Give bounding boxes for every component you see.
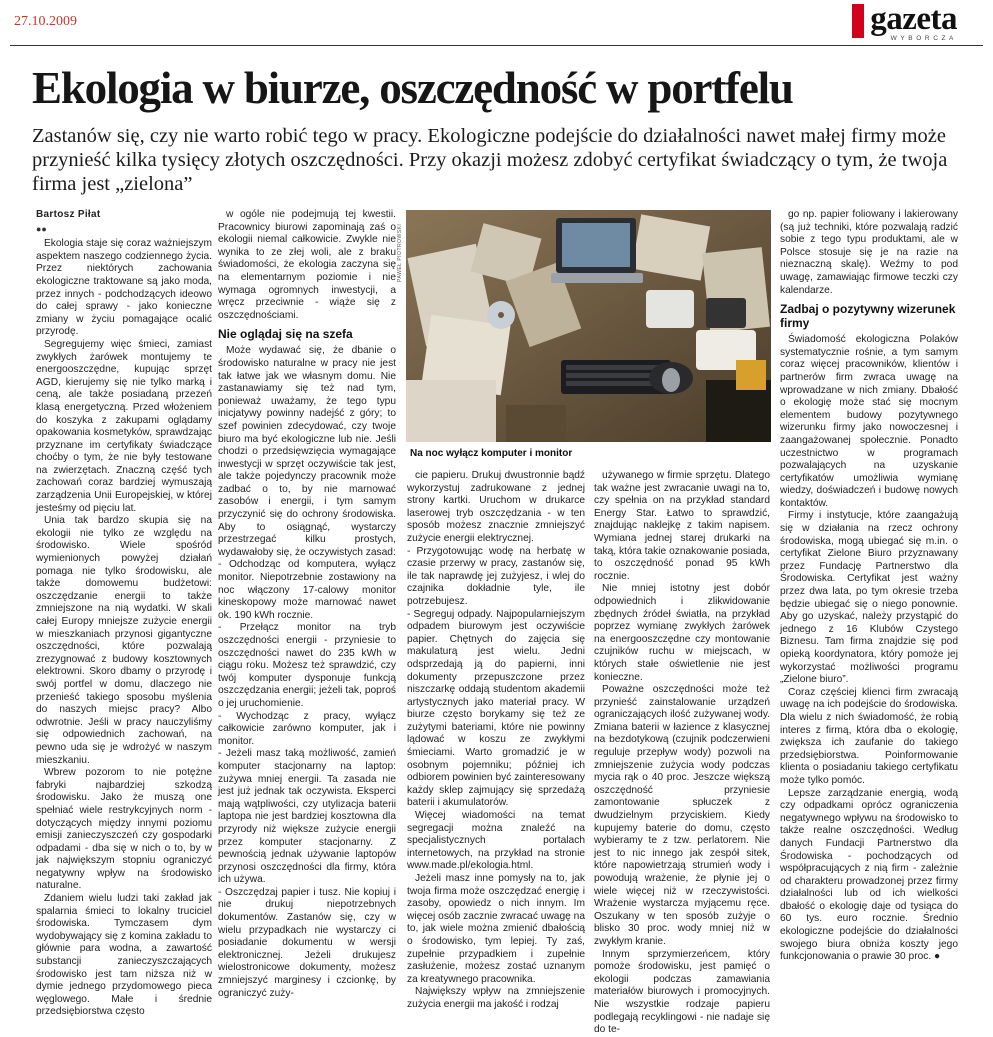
paragraph: - Jeżeli masz taką możliwość, zamień komputer stacjonarny na laptop: zużywa mniej energii. Ta zasada nie jest już jednak tak oczywista. Eksperci mają wątpliwości, czy utylizacja baterii laptopa nie jest bardziej kosztowna dla przyrody niż większe zużycie energii przez komputer stacjonarny. Z pewnością jednak używanie laptopów przynosi oszczędności dla firmy, która ich używa.	[218, 748, 396, 886]
column-2	[218, 209, 396, 1021]
paragraph: Nie mniej istotny jest dobór odpowiednich i zlikwidowanie zbędnych źródeł światła, na przykład poprzez wymianę zwykłych żarówek na energooszczędne czy montowanie czujników ruchu w miejscach, w których stałe oświetlenie nie jest konieczne.	[594, 583, 770, 683]
paragraph: używanego w firmie sprzętu. Dlatego tak ważne jest zwracanie uwagi na to, czy spełnia on na przykład standard Energy Star. Łatwo to sprawdzić, znajdując naklejkę z takim napisem. Wymiana jednej starej drukarki na taką, która takie oznakowanie posiada, to oszczędność ponad 95 kWh rocznie.	[594, 470, 770, 582]
date-label: 27.10.2009	[14, 14, 77, 29]
column-4	[594, 470, 770, 1036]
paragraph: Coraz częściej klienci firm zwracają uwagę na ich podejście do środowiska. Dla wielu z nich świadomość, że robią interes z firmą, która dba o ekologię, zwiększa ich zaufanie do takiego przedsiębiorstwa. Poinformowanie klienta o posiadaniu takiego certyfikatu może tylko pomóc.	[780, 686, 958, 786]
paragraph: - Odchodząc od komputera, wyłącz monitor. Niepotrzebnie zostawiony na noc włączony 17-calowy monitor kineskopowy może marnować nawet ok. 190 kWh rocznie.	[218, 559, 396, 621]
column-3	[407, 470, 585, 1022]
headline: Ekologia w biurze, oszczędność w portfelu	[32, 63, 793, 113]
paragraph: cie papieru. Drukuj dwustronnie bądź wykorzystuj zadrukowane z jednej strony kartki. Uruchom w drukarce laserowej tryb oszczędzania - w ten sposób możesz znacznie zmniejszyć zużycie energii elektrycznej.	[407, 470, 585, 544]
column-5	[780, 209, 958, 1021]
author-name: Bartosz Piłat	[36, 209, 101, 220]
brand-sub: WYBORCZA	[890, 35, 957, 42]
col2-body	[218, 209, 396, 322]
brand-logo	[852, 1, 957, 42]
paragraph: Firmy i instytucje, które zaangażują się w działania na rzecz ochrony środowiska, mogą ubiegać się m.in. o certyfikat Zielone Biuro przyznawany przez Fundację Partnerstwo dla Środowiska. Certyfikat jest ważny przez dwa lata, po tym okresie trzeba będzie ubiegać się o niego ponownie. Aby go uzyskać, należy przystąpić do jednego z 16 Klubów Czystego Biznesu. Tam firma znajdzie się pod opieką koordynatora, który pomoże jej wykorzystać możliwości programu „Zielone biuro”.	[780, 510, 958, 686]
paragraph: - Wychodząc z pracy, wyłącz całkowicie zarówno komputer, jak i monitor.	[218, 710, 396, 747]
paragraph: - Przygotowując wodę na herbatę w czasie przerwy w pracy, zastanów się, ile tak naprawdę jej zużyjesz, i wlej do czajnika dokładnie tyle, ile potrzebujesz.	[407, 545, 585, 607]
lead-paragraph: Zastanów się, czy nie warto robić tego w pracy. Ekologiczne podejście do działalności nawet małej firmy może przynieść kilka tysięcy złotych oszczędności. Przy okazji możesz zdobyć certyfikat świadczący o tym, że twoja firma jest „zielona”	[32, 125, 948, 195]
photo-credit: PAWEŁ PIOTROWSKI	[397, 223, 403, 282]
col3-body	[407, 470, 585, 1012]
paragraph: - Segreguj odpady. Najpopularniejszym odpadem biurowym jest oczywiście papier. Chętnych do zajęcia się makulaturą jest wielu. Jedni odsprzedają ją do papierni, inni dokumenty przepuszczone przez niszczarkę oddają studentom akademii artystycznych jako materiał pracy. W biurze często borykamy się też ze zużytymi bateriami, które nie powinny lądować w koszu ze zwykłymi śmieciami. Warto gromadzić je w osobnym pojemniku; później ich odbiorem powinien być zainteresowany każdy sklep zajmujący się sprzedażą baterii i akumulatorów.	[407, 608, 585, 809]
paragraph: Segregujemy więc śmieci, zamiast zwykłych żarówek montujemy te energooszczędne, kupując sprzęt AGD, kierujemy się nie tylko marką i ceną, ale także posiadaną przezeń klasą energetyczną. Przed włożeniem do koszyka z zakupami oglądamy opakowania kosmetyków, sprawdzając przyznane im certyfikaty świadczące choćby o tym, że nie były testowane na zwierzętach. Znaczną część tych zachowań coraz bardziej wymuszają zarządzenia Unii Europejskiej, w której jesteśmy od pięciu lat.	[36, 338, 212, 514]
brand-text	[870, 1, 957, 42]
paragraph: Świadomość ekologiczna Polaków systematycznie rośnie, a tym samym coraz więcej pracowników, klientów i partnerów firm zwraca uwagę na wprowadzane w nich zmiany. Dbałość o ekologię może stać się mocnym elementem budowy pozytywnego wizerunku firmy jako nowoczesnej i zaangażowanej społecznie. Ponadto uczestnictwo w programach pozwalających na uzyskanie certyfikatów umożliwia wymianę wiedzy, doświadczeń i budowę nowych kontaktów.	[780, 334, 958, 509]
paragraph: Unia tak bardzo skupia się na ekologii nie tylko ze względu na środowisko. Wiele spośród wymienionych powyżej działań pomaga nie tylko środowisku, ale także domowemu budżetowi: oszczędzanie energii to także zmniejszone na nią wydatki. W skali całej Europy mniejsze zużycie energii w mieszkaniach przynosi gigantyczne oszczędności, które pozwalają zrezygnować z budowy kosztownych elektrowni. Skoro dbamy o przyrodę i swój portfel w domu, dlaczego nie przenieść takiego sposobu myślenia do naszych miejsc pracy? Albo odwrotnie. Jeśli w pracy nauczyliśmy się odpowiednich zachowań, na pewno uda się je wdrożyć w naszym mieszkaniu.	[36, 515, 212, 766]
paragraph: Ekologia staje się coraz ważniejszym aspektem naszego codziennego życia. Przez niektórych zachowania ekologiczne traktowane są jako moda, przez innych - podchodzących ideowo do całej sprawy - jako konieczne zmiany w życiu pomagające ocalić przyrodę.	[36, 238, 212, 338]
paragraph: Wbrew pozorom to nie potężne fabryki najbardziej szkodzą środowisku. Jako że muszą one spełniać wiele restrykcyjnych norm - dotyczących między innymi poziomu emisji zanieczyszczeń czy gospodarki odpadami - dba się w nich o to, by w jak największym stopniu ograniczyć negatywny wpływ na środowisko naturalne.	[36, 767, 212, 892]
col4-body	[594, 470, 770, 1037]
paragraph: - Przełącz monitor na tryb oszczędności energii - przyniesie to oszczędności nawet do 235 kWh w ciągu roku. Możesz też sprawdzić, czy twój komputer dysponuje funkcją oszczędzania energii; jeżeli tak, poproś o jej uruchomienie.	[218, 622, 396, 709]
top-rule	[10, 45, 983, 46]
paragraph: Jeżeli masz inne pomysły na to, jak twoja firma może oszczędzać energię i zasoby, opowiedz o nich innym. Im więcej osób zacznie zwracać uwagę na to, jak wiele można zmienić dbałością o środowisko, tym lepiej. Ty zaś, zupełnie przypadkiem i zupełnie zasłużenie, możesz zostać uznanym za kreatywnego pracownika.	[407, 873, 585, 985]
col5b-body	[780, 334, 958, 964]
col2b-body	[218, 345, 396, 1000]
author-mark: ●●	[36, 223, 47, 234]
paragraph: Lepsze zarządzanie energią, wodą czy odpadkami oprócz ograniczenia negatywnego wpływu na środowisko to także realne oszczędności. Według danych Fundacji Partnerstwo dla Środowiska - pochodzących od współpracujących z nią firm - zależnie od charakteru prowadzonej przez firmy działalności lub od ich wielkości dbałość o ekologię daje od tysiąca do 60 tys. euro rocznie. Średnio ekologiczne podejście do działalności swojego biura obniża koszty jego funkcjonowania o prawie 30 proc. ●	[780, 787, 958, 963]
brand-red-bar	[852, 4, 864, 38]
paragraph: Największy wpływ na zmniejszenie zużycia energii ma jakość i rodzaj	[407, 986, 585, 1010]
paragraph: Więcej wiadomości na temat segregacji można znaleźć na specjalistycznych portalach internetowych, na przykład na stronie www.made.pl/ekologia.html.	[407, 810, 585, 872]
paragraph: Może wydawać się, że dbanie o środowisko naturalne w pracy nie jest tak łatwe jak we własnym domu. Nie zastanawiamy się też nad tym, ponieważ uważamy, że tego typu inicjatywy powinny nadejść z góry; to szef powinien zdecydować, czy twoje biuro ma być ekologiczne lub nie. Jeśli chodzi o przedsięwzięcia wymagające inwestycji w sprzęt oczywiście tak jest, ale także pojedynczy pracownik może zadbać o to, by nie marnować zasobów i energii, i tym samym przyczynić się do ochrony środowiska. Aby to osiągnąć, wystarczy przestrzegać kilku prostych, wydawałoby się, że oczywistych zasad:	[218, 345, 396, 558]
paragraph: w ogóle nie podejmują tej kwestii. Pracownicy biurowi zapominają zaś o ekologii niemal całkowicie. Zwykle nie wynika to ze złej woli, ale z braku świadomości, że ekologia zaczyna się na elementarnym poziomie i nie wymaga ogromnych inwestycji, a wręcz przeciwnie - wiąże się z oszczędnościami.	[218, 209, 396, 321]
col1-body	[36, 238, 212, 1019]
office-desk-photo	[406, 210, 771, 442]
paragraph: - Oszczędzaj papier i tusz. Nie kopiuj i nie drukuj niepotrzebnych dokumentów. Zastanów się, czy w wielu przypadkach nie wystarczy ci posiadanie dokumentu w wersji elektronicznej. Jeżeli drukujesz wielostronicowe dokumenty, możesz zmniejszyć marginesy i czcionkę, by ograniczyć zuży-	[218, 886, 396, 999]
brand-name: gazeta	[870, 1, 957, 37]
desk-illustration	[406, 210, 771, 442]
paragraph: Innym sprzymierzeńcem, który pomoże środowisku, jest pamięć o ekologii podczas zamawiania materiałów biurowych i promocyjnych. Nie wszystkie rodzaje papieru podlegają recyklingowi - nie nadaje się do te-	[594, 948, 770, 1036]
paragraph: Poważne oszczędności może też przynieść zainstalowanie urządzeń ograniczających ilość zużywanej wody. Zmiana baterii w łazience z klasycznej na bezdotykową (czujnik podczerwieni reguluje przepływ wody) pozwoli na zmniejszenie zużycia wody podczas mycia rąk o 40 proc. Jeszcze większą oszczędność przyniesie zamontowanie spłuczek z dwudzielnym przyciskiem. Kiedy kupujemy baterie do domu, często wybieramy te z tzw. perlatorem. Nie jest to nic innego jak zespół sitek, które napowietrzają strumień wody i powodują wrażenie, że płynie jej o wiele więcej niż w rzeczywistości. Wrażenie wystarcza myjącemu ręce. Oszukany w ten sposób zużyje o blisko 30 proc. wody mniej niż w zwykłym kranie.	[594, 684, 770, 947]
column-1	[36, 209, 212, 1021]
section-heading-image: Zadbaj o pozytywny wizerunek firmy	[780, 302, 956, 331]
section-heading-boss: Nie oglądaj się na szefa	[218, 327, 353, 342]
paragraph: Zdaniem wielu ludzi taki zakład jak spalarnia śmieci to lokalny truciciel środowiska. Tymczasem dym wydobywający się z komina zakładu to głównie para wodna, a zawartość substancji zanieczyszczających środowisko jest tam niższa niż w dymie jednego przydomowego pieca węglowego. Małe i średnie przedsiębiorstwa często	[36, 893, 212, 1018]
photo-caption: Na noc wyłącz komputer i monitor	[410, 448, 573, 459]
paragraph: go np. papier foliowany i lakierowany (są już techniki, które pozwalają radzić sobie z tego typu produktami, ale w Polsce stosuje się je na razie na nieznaczną skalę). Weźmy to pod uwagę, zamawiając firmowe teczki czy kalendarze.	[780, 209, 958, 296]
col5-body	[780, 209, 958, 297]
